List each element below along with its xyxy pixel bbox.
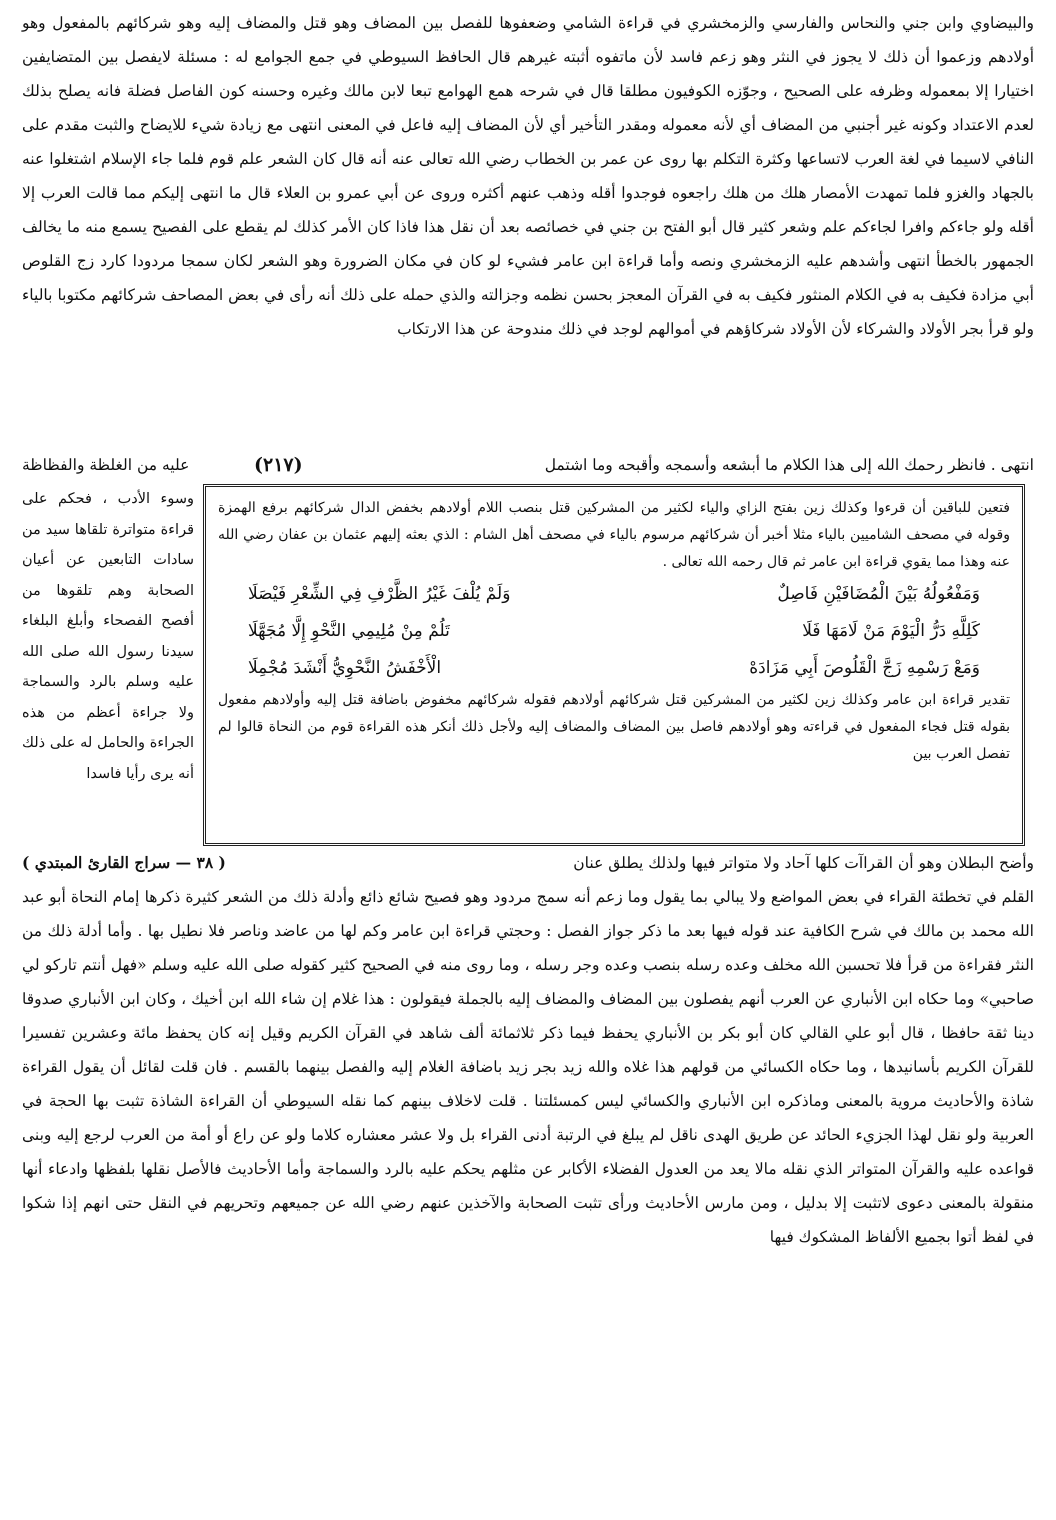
heading-left-text: عليه من الغلظة والفظاظة <box>22 456 190 474</box>
page-marker: (٢١٧) <box>254 454 303 476</box>
verse-line <box>218 576 1010 613</box>
margin-heading-line <box>22 448 1034 484</box>
boxed-passage <box>203 484 1025 846</box>
boxed-outro: تقدير قراءة ابن عامر وكذلك زين لكثير من المشركين قتل شركائهم أولادهم فقوله شركائهم مخفوض باضافة قتل إليه وأولادهم مفعول بقوله قتل فجاء المفعول في قراءته وهو أولادهم فاصل بين المضاف والمضاف إليه ولأجل ذلك أنكر هذه القراءة قوم من النحاة قالوا لم تفصل العرب بين <box>218 692 1010 762</box>
verse-left-hemistich: تَلُمْ مِنْ مُلِيمِي النَّحْوِ إِلَّا مُجَهَّلَا <box>248 621 450 641</box>
verse-right-hemistich: كَلِلَّهِ دَرُّ الْيَوْمَ مَنْ لَامَهَا فَلَا <box>802 621 980 641</box>
verse-left-hemistich: وَلَمْ يُلْفَ غَيْرُ الظَّرْفِ فِي الشِّعْرِ فَيْصَلَا <box>248 584 511 604</box>
verse-left-hemistich: الْأَخْفَشُ النَّحْوِيُّ أَنْشَدَ مُجْمِلَا <box>248 658 442 678</box>
signature-line <box>22 846 1034 880</box>
bottom-paragraph: القلم في تخطئة القراء في بعض المواضع ولا يبالي بما يقول وما زعم أنه سمج مردود وهو فصيح شائع ذائع وأدلة ذلك من الشعر كثيرة ذكرها إمام النحاة أبو عبد الله محمد بن مالك في شرح الكافية عند قوله فيها بعد ما ذكر جواز الفصل : وحجتي قراءة ابن عامر وكم لها من عاضد وناصر فلا نطيل بها . وأما أدلة ذلك من النثر فقراءة من قرأ فلا تحسبن الله مخلف وعده رسله بنصب وعده وجر رسله ، وما روى منه في الصحيح كثير كقوله صلى الله عليه وسلم «فهل أنتم تاركو لي صاحبي» وما حكاه ابن الأنباري عن العرب أنهم يفصلون بين المضاف والمضاف إليه بالجملة فيقولون : هذا غلام إن شاء الله ابن أخيك ، وكان ابن الأنباري صدوقا دينا ثقة حافظا ، قال أبو علي القالي كان أبو بكر بن الأنباري يحفظ فيما ذكر ثلاثمائة ألف شاهد في القرآن الكريم وقيل إنه كان يحفظ مائة وعشرين تفسيرا للقرآن الكريم بأسانيدها ، وما حكاه الكسائي من قولهم هذا غلاه والله زيد بجر زيد باضافة الغلام إليه والفصل بينهما بالقسم . فان قلت لقائل أن يقول القراءة شاذة والأحاديث مروية بالمعنى وماذكره ابن الأنباري والكسائي ليس كمسئلتنا . قلت لاخلاف بينهم كما نقله السيوطي أن القراءة الشاذة تثبت بها الحجة في العربية ولو نقل لهذا الجزيء الحائد عن طريق الهدى ناقل لم يبلغ في الرتبة أدنى القراء بل ولا عشر معشاره كلاما ولو عن راع أو أمة من العرب لرجع إليه وبنى قواعده عليه والقرآن المتواتر الذي نقله مالا يعد من العدول الفضلاء الأكابر عن مثلهم يحكم عليه بالرد والسماجة وأما الأحاديث فالأصل نقلها بلفظها وادعاء أنها منقولة بالمعنى دعوى لاتثبت إلا بدليل ، ومن مارس الأحاديث ورأى تثبت الصحابة والآخذين عنهم رضي الله عن جميعهم وتحريهم في النقل حتى انهم إذا شكوا في لفظ أتوا بجميع الألفاظ المشكوك فيها <box>22 888 1034 1246</box>
heading-right-text: انتهى . فانظر رحمك الله إلى هذا الكلام ما أبشعه وأسمجه وأقبحه وما اشتمل <box>544 456 1034 474</box>
verse-line <box>218 650 1010 687</box>
top-paragraph: والبيضاوي وابن جني والنحاس والفارسي والزمخشري في قراءة الشامي وضعفوها للفصل بين المضاف وهو قتل والمضاف إليه وهو شركائهم بالمفعول وهو أولادهم وزعموا أن ذلك لا يجوز في النثر وهو زعم فاسد لأن ماتفوه أثبته غيرهم قال الحافظ السيوطي في جمع الجوامع له : مسئلة لايفصل بين المتضايفين اختيارا إلا بمعموله وظرفه على الصحيح ، وجوّزه الكوفيون مطلقا قال في شرحه همع الهوامع تبعا لابن مالك وغيره وحسنه كون الفاصل فضلة فانه يصلح بذلك لعدم الاعتداد وكونه غير أجنبي من المضاف أي لأنه معموله ومقدر التأخير أي لأن المضاف إليه فاعل في المعنى انتهى مع زيادة شيء للايضاح والثبت مقدم على النافي لاسيما في لغة العرب لاتساعها وكثرة التكلم بها روى عن عمر بن الخطاب رضي الله تعالى عنه أنه قال كان الشعر علم قوم فلما جاء الإسلام اشتغلوا عنه بالجهاد والغزو فلما تمهدت الأمصار هلك من هلك راجعوه فوجدوا أقله وذهب عنهم أكثره وروى عن أبي عمرو بن العلاء قال ما انتهى إليكم مما قالت العرب إلا أقله ولو جاءكم وافرا لجاءكم علم وشعر كثير قال أبو الفتح بن جني في خصائصه بعد أن نقل هذا فاذا كان الأمر كذلك لم يقطع على الفصيح يسمع منه ما يخالف الجمهور بالخطأ انتهى وأشدهم عليه الزمخشري ونصه وأما قراءة ابن عامر فشيء لو كان في مكان الضرورة وهو الشعر لكان سمجا مردودا كارد زج القلوص أبي مزادة فكيف به في الكلام المنثور فكيف به في القرآن المعجز بحسن نظمه وجزالته والذي حمله على ذلك أنه رأى في بعض المصاحف شركائهم مكتوبا بالياء ولو قرأ بجر الأولاد والشركاء لأن الأولاد شركاؤهم في أموالهم لوجد في ذلك مندوحة عن هذا الارتكاب <box>22 14 1034 338</box>
side-column: وسوء الأدب ، فحكم على قراءة متواترة تلقاها سيد من سادات التابعين عن أعيان الصحابة وهم تلقوها من أفصح الفصحاء وأبلغ البلغاء سيدنا رسول الله صلى الله عليه وسلم بالرد والسماجة ولا جراءة أعظم من هذه الجراءة والحامل له على ذلك أنه يرى رأيا فاسدا <box>22 491 194 782</box>
verse-right-hemistich: وَمَعْ رَسْمِهِ زَجَّ الْقَلُوصَ أَبِي مَزَادَهْ <box>749 658 980 678</box>
boxed-intro: فتعين للباقين أن قرءوا وكذلك زين بفتح الزاي والياء لكثير من المشركين قتل بنصب اللام أولادهم بخفض الدال شركائهم برفع الهمزة وقوله في مصحف الشاميين بالياء مثلا أخبر أن شركائهم مرسوم بالياء في مصحف أهل الشام : الذي بعثه إليهم عثمان بن عفان رضي الله عنه وهذا مما يقوي قراءة ابن عامر ثم قال رحمه الله تعالى . <box>218 500 1010 570</box>
verse-right-hemistich: وَمَفْعُولُهُ بَيْنَ الْمُضَافَيْنِ فَاصِلٌ <box>777 584 980 604</box>
signature-label: ( ٣٨ — سراج القارئ المبتدي ) <box>22 853 226 872</box>
verse-line <box>218 613 1010 650</box>
signature-continuation: وأضح البطلان وهو أن القراآت كلها آحاد ولا متواتر فيها ولذلك يطلق عنان <box>573 854 1034 872</box>
